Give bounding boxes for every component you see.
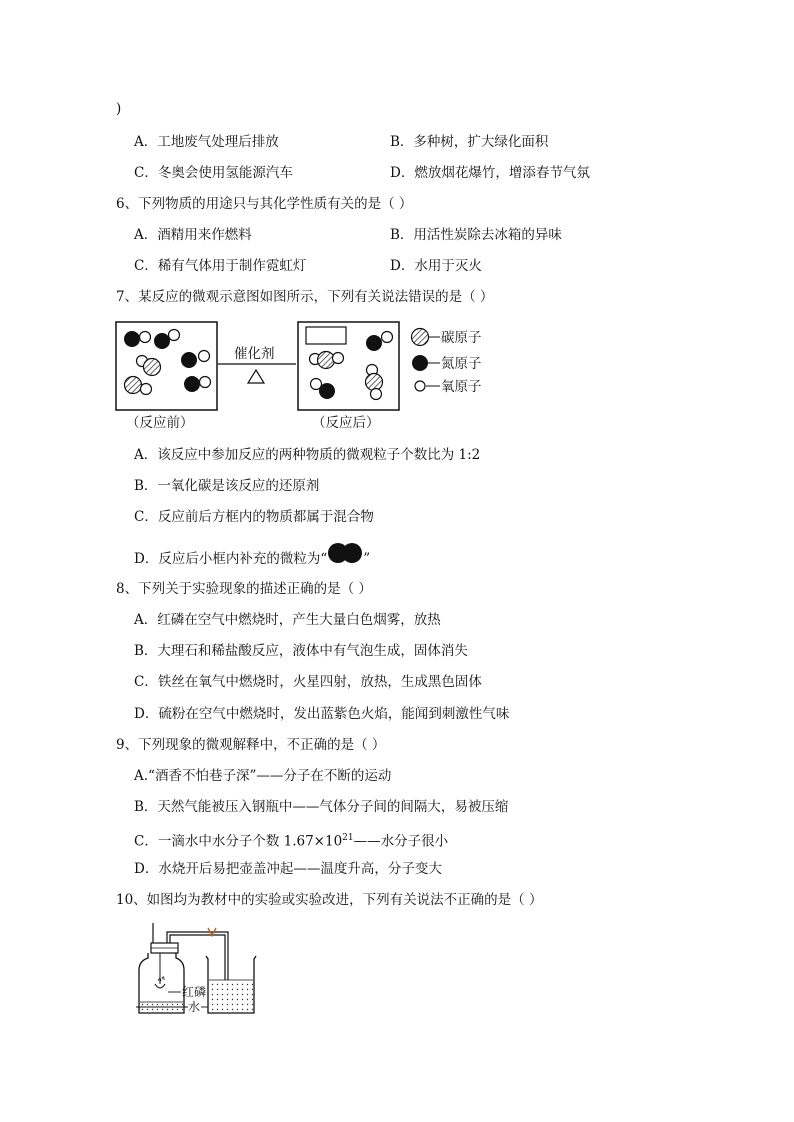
q9-option-c [134, 829, 448, 851]
q6-option-a: A．酒精用来作燃料 [134, 227, 252, 243]
q10-phosphorus-experiment-diagram [136, 918, 266, 1018]
q7-reaction-diagram [110, 318, 510, 433]
oxygen-atom [140, 332, 151, 343]
q5-option-b: B．多种树，扩大绿化面积 [390, 134, 549, 150]
legend-nitrogen-label: 氮原子 [441, 356, 482, 372]
legend-carbon-label: 碳原子 [441, 330, 482, 346]
q6-stem: 6、下列物质的用途只与其化学性质有关的是（ ） [116, 196, 413, 212]
q9-option-c-pre: C．一滴水中水分子个数 1.67×10 [134, 833, 343, 850]
oxygen-atom [333, 353, 344, 364]
q10-stem: 10、如图均为教材中的实验或实验改进，下列有关说法不正确的是（ ） [116, 892, 543, 908]
oxygen-atom [141, 384, 152, 395]
nitrogen-atom [319, 383, 335, 399]
q7-option-c: C．反应前后方框内的物质都属于混合物 [134, 509, 374, 525]
nitrogen-atom [366, 335, 382, 351]
q9-option-d: D．水烧开后易把壶盖冲起——温度升高，分子变大 [134, 861, 442, 877]
legend-oxygen-icon [415, 381, 425, 391]
q9-option-c-post: ——水分子很小 [353, 833, 449, 850]
label-red-phosphorus: 红磷 [182, 985, 207, 999]
q5-option-c: C．冬奥会使用氢能源汽车 [134, 165, 293, 181]
q7-option-d-pre: D．反应后小框内补充的微粒为“ [134, 551, 328, 567]
label-water: 水 [188, 1000, 201, 1014]
legend-nitrogen-icon [412, 355, 428, 371]
q7-option-b: B．一氧化碳是该反应的还原剂 [134, 478, 320, 494]
q6-option-c: C．稀有气体用于制作霓虹灯 [134, 258, 307, 274]
q7-option-a: A．该反应中参加反应的两种物质的微观粒子个数比为 1:2 [134, 447, 481, 463]
q6-option-b: B．用活性炭除去冰箱的异味 [390, 227, 562, 243]
oxygen-atom [169, 330, 180, 341]
combustion-spoon-icon [155, 984, 165, 988]
blank-small-box [306, 327, 346, 344]
legend-oxygen-label: 氧原子 [441, 379, 482, 395]
q9-option-b: B．天然气能被压入钢瓶中——气体分子间的间隔大，易被压缩 [134, 799, 509, 815]
q9-stem: 9、下列现象的微观解释中，不正确的是（ ） [116, 737, 386, 753]
oxygen-atom [382, 332, 393, 343]
nitrogen-atom [184, 376, 200, 392]
q5-tail: ) [116, 101, 122, 117]
q5-option-a: A．工地废气处理后排放 [134, 134, 279, 150]
before-caption: （反应前） [126, 415, 194, 431]
heating-triangle-icon [248, 370, 264, 383]
q8-option-d: D．硫粉在空气中燃烧时，发出蓝紫色火焰，能闻到刺激性气味 [134, 706, 510, 722]
q9-exponent: 21 [342, 833, 354, 843]
oxygen-atom [199, 351, 210, 362]
carbon-atom [318, 352, 335, 369]
oxygen-atom [200, 377, 211, 388]
catalyst-label: 催化剂 [234, 346, 275, 362]
nitrogen-molecule-icon [327, 543, 363, 565]
q7-stem: 7、某反应的微观示意图如图所示，下列有关说法错误的是（ ） [116, 289, 494, 305]
carbon-atom [125, 377, 142, 394]
carbon-atom [366, 374, 383, 391]
q8-option-c: C．铁丝在氧气中燃烧时，火星四射，放热，生成黑色固体 [134, 674, 482, 690]
after-caption: （反应后） [312, 415, 380, 431]
nitrogen-atom [181, 352, 197, 368]
q5-option-d: D．燃放烟花爆竹，增添春节气氛 [390, 165, 590, 181]
q9-option-a: A.“酒香不怕巷子深”——分子在不断的运动 [134, 768, 392, 784]
nitrogen-atom [154, 333, 170, 349]
q8-stem: 8、下列关于实验现象的描述正确的是（ ） [116, 581, 372, 597]
oxygen-atom [371, 389, 382, 400]
nitrogen-atom [124, 331, 140, 347]
legend-carbon-icon [412, 329, 429, 346]
q7-option-d-post: ” [363, 551, 371, 567]
q8-option-b: B．大理石和稀盐酸反应，液体中有气泡生成，固体消失 [134, 643, 468, 659]
carbon-atom [144, 359, 161, 376]
q7-option-d [134, 543, 370, 568]
q8-option-a: A．红磷在空气中燃烧时，产生大量白色烟雾，放热 [134, 612, 441, 628]
q6-option-d: D．水用于灭火 [390, 258, 482, 274]
